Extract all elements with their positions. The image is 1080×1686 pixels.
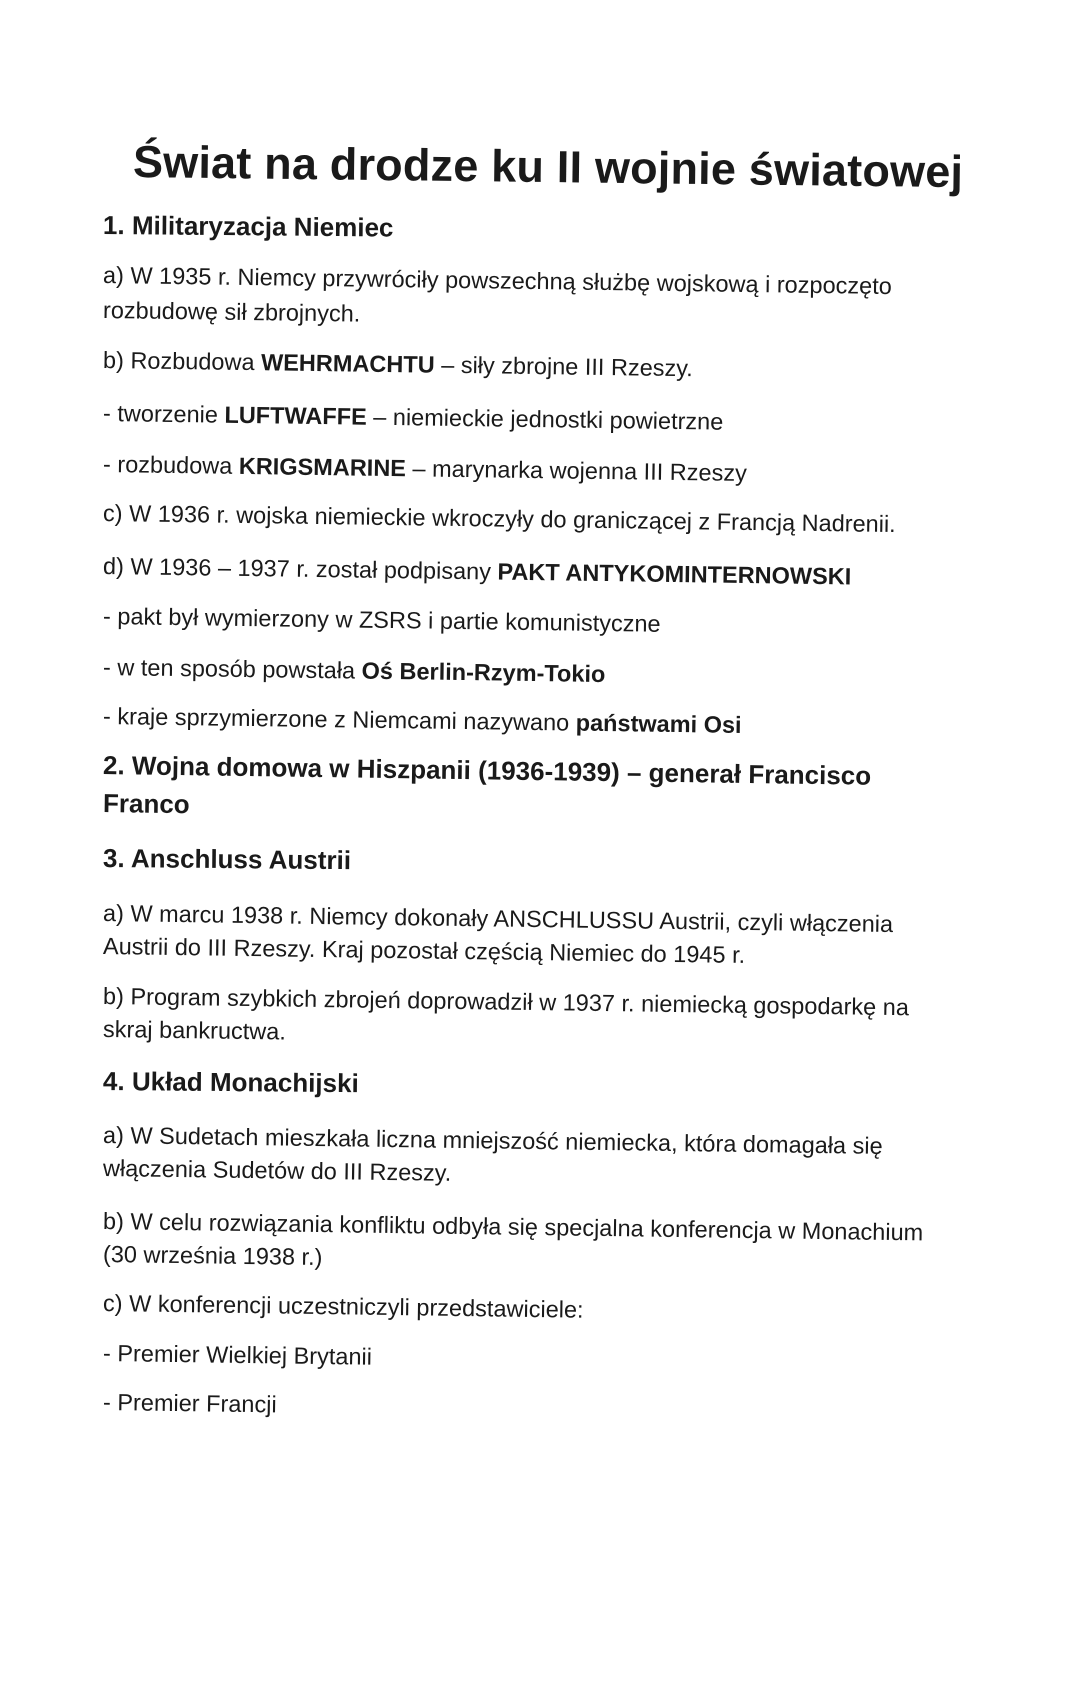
kraje-bullet [103, 703, 742, 739]
luftwaffe-term: LUFTWAFFE [224, 401, 367, 430]
section-1-heading: 1. Militaryzacja Niemiec [102, 210, 394, 243]
section-1-d-prefix: d) W 1936 – 1937 r. został podpisany [102, 553, 498, 585]
wehrmacht-term: WEHRMACHTU [260, 349, 435, 378]
krigsmarine-suffix: – marynarka wojenna III Rzeszy [405, 455, 748, 486]
os-prefix: - w ten sposób powstała [102, 654, 362, 684]
section-1-b-prefix: b) Rozbudowa [102, 347, 262, 376]
krigsmarine-term: KRIGSMARINE [238, 452, 407, 482]
participant-item-2: - Premier Francji [102, 1389, 277, 1418]
section-3-b-line-1: b) Program szybkich zbrojeń doprowadził w 1937 r. niemiecką gospodarkę na [102, 983, 910, 1021]
section-4-a-line-1: a) W Sudetach mieszkała liczna mniejszość niemiecka, która domagała się [102, 1122, 883, 1159]
section-3-b-line-2: skraj bankructwa. [102, 1016, 287, 1045]
section-4-a-line-2: włączenia Sudetów do III Rzeszy. [102, 1155, 452, 1186]
section-4-b-line-2: (30 września 1938 r.) [102, 1241, 323, 1271]
os-bullet [103, 654, 606, 688]
pakt-bullet: - pakt był wymierzony w ZSRS i partie komunistyczne [102, 603, 661, 637]
luftwaffe-prefix: - tworzenie [102, 400, 225, 428]
section-4-c-line: c) W konferencji uczestniczyli przedstawiciele: [102, 1290, 584, 1323]
section-4-heading: 4. Układ Monachijski [102, 1066, 359, 1099]
pakt-antykominternowski-term: PAKT ANTYKOMINTERNOWSKI [497, 558, 852, 590]
luftwaffe-bullet [103, 400, 724, 436]
section-3-a-line-1: a) W marcu 1938 r. Niemcy dokonały ANSCHLUSSU Austrii, czyli włączenia [102, 900, 894, 938]
section-2-heading-line-1: 2. Wojna domowa w Hiszpanii (1936-1939) – generał Francisco [102, 750, 872, 791]
section-2-heading-line-2: Franco [102, 788, 190, 820]
kraje-prefix: - kraje sprzymierzone z Niemcami nazywano [102, 703, 576, 736]
participant-item-1: - Premier Wielkiej Brytanii [102, 1340, 373, 1370]
section-1-c-line: c) W 1936 r. wojska niemieckie wkroczyły do graniczącej z Francją Nadrenii. [102, 500, 896, 538]
krigsmarine-bullet [103, 451, 747, 487]
section-1-b-line [103, 347, 693, 382]
panstwa-osi-term: państwami Osi [575, 709, 742, 738]
krigsmarine-prefix: - rozbudowa [102, 451, 240, 479]
luftwaffe-suffix: – niemieckie jednostki powietrzne [366, 403, 724, 435]
section-1-d-line [103, 553, 852, 590]
section-3-heading: 3. Anschluss Austrii [102, 843, 352, 876]
section-1-a-line-1: a) W 1935 r. Niemcy przywróciły powszechną służbę wojskową i rozpoczęto [102, 262, 892, 300]
os-term: Oś Berlin-Rzym-Tokio [361, 657, 606, 688]
section-1-a-line-2: rozbudowę sił zbrojnych. [102, 297, 361, 327]
section-1-b-suffix: – siły zbrojne III Rzeszy. [434, 351, 693, 382]
page-title: Świat na drodze ku II wojnie światowej [132, 136, 964, 198]
section-4-b-line-1: b) W celu rozwiązania konfliktu odbyła się specjalna konferencja w Monachium [102, 1208, 924, 1246]
section-3-a-line-2: Austrii do III Rzeszy. Kraj pozostał częścią Niemiec do 1945 r. [102, 933, 746, 968]
